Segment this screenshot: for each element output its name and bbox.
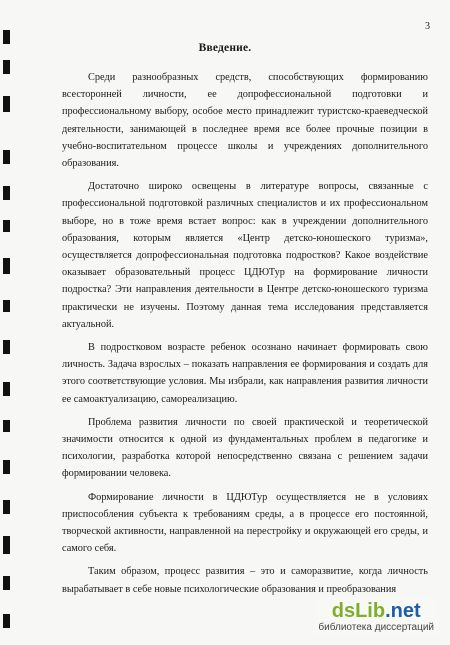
watermark-logo-main: dsLib <box>331 600 386 622</box>
binder-hole <box>3 460 10 474</box>
binder-hole <box>3 500 10 514</box>
binder-hole <box>3 220 10 232</box>
binder-hole <box>3 340 10 354</box>
binder-hole <box>3 258 10 274</box>
body-text <box>62 69 428 604</box>
paragraph: Достаточно широко освещены в литературе вопросы, связанные с профессиональной подготовкой различных специалистов и их профессиональном выборе, но в тоже время встает вопрос: как в учреждении дополнительного образования, которым является «Центр детско-юношеского туризма», осуществляется допрофессиональная подготовка подростков? Какое воздействие оказывает образовательный процесс ЦДЮТур на формирование личности подростка? Эти направления деятельности в Центре детско-юношеского туризма практически не изучены. Поэтому данная тема исследования представляется актуальной. <box>62 181 428 330</box>
page-title: Введение. <box>198 42 252 54</box>
paragraph: Среди разнообразных средств, способствующих формированию всесторонней личности, ее допрофессиональной подготовки и профессиональному выбору, особое место принадлежит туристско-краеведческой деятельности, занимающей в последнее время все более прочные позиции в учебно-воспитательном процессе школы и учреждениях дополнительного образования. <box>62 72 428 170</box>
watermark-logo-suffix: .net <box>385 600 421 622</box>
binder-hole <box>3 614 10 628</box>
paragraph: Таким образом, процесс развития – это и саморазвитие, когда личность вырабатывает в себе новые психологические образования и преобразования <box>62 566 428 595</box>
paragraph: Формирование личности в ЦДЮТур осуществляется не в условиях приспособления субъекта к требованиям среды, а в процессе его постоянной, творческой активности, направленной на перестройку и окружающей его среды, и самого себя. <box>62 491 428 555</box>
watermark-logo <box>318 600 434 622</box>
binder-hole <box>3 420 10 432</box>
binder-hole <box>3 576 10 590</box>
binder-hole <box>3 186 10 200</box>
page-number: 3 <box>425 21 430 32</box>
site-watermark <box>314 598 438 635</box>
binder-hole <box>3 536 10 554</box>
paragraph: Проблема развития личности по своей практической и теоретической значимости относится к одной из фундаментальных проблем в педагогике и психологии, разработка которой непосредственно связана с решением задачи формировании человека. <box>62 416 428 480</box>
binder-hole-strip <box>0 0 16 645</box>
binder-hole <box>3 300 10 312</box>
binder-hole <box>3 60 10 74</box>
watermark-caption: библиотека диссертаций <box>318 622 434 633</box>
binder-hole <box>3 96 10 112</box>
paragraph: В подростковом возрасте ребенок осознано начинает формировать свою личность. Задача взрослых – показать направления ее формирования и создать для этого соответствующие условия. Мы избрали, как направления развития личности ее самоактуализацию, самореализацию. <box>62 342 428 405</box>
binder-hole <box>3 382 10 396</box>
binder-hole <box>3 150 10 164</box>
